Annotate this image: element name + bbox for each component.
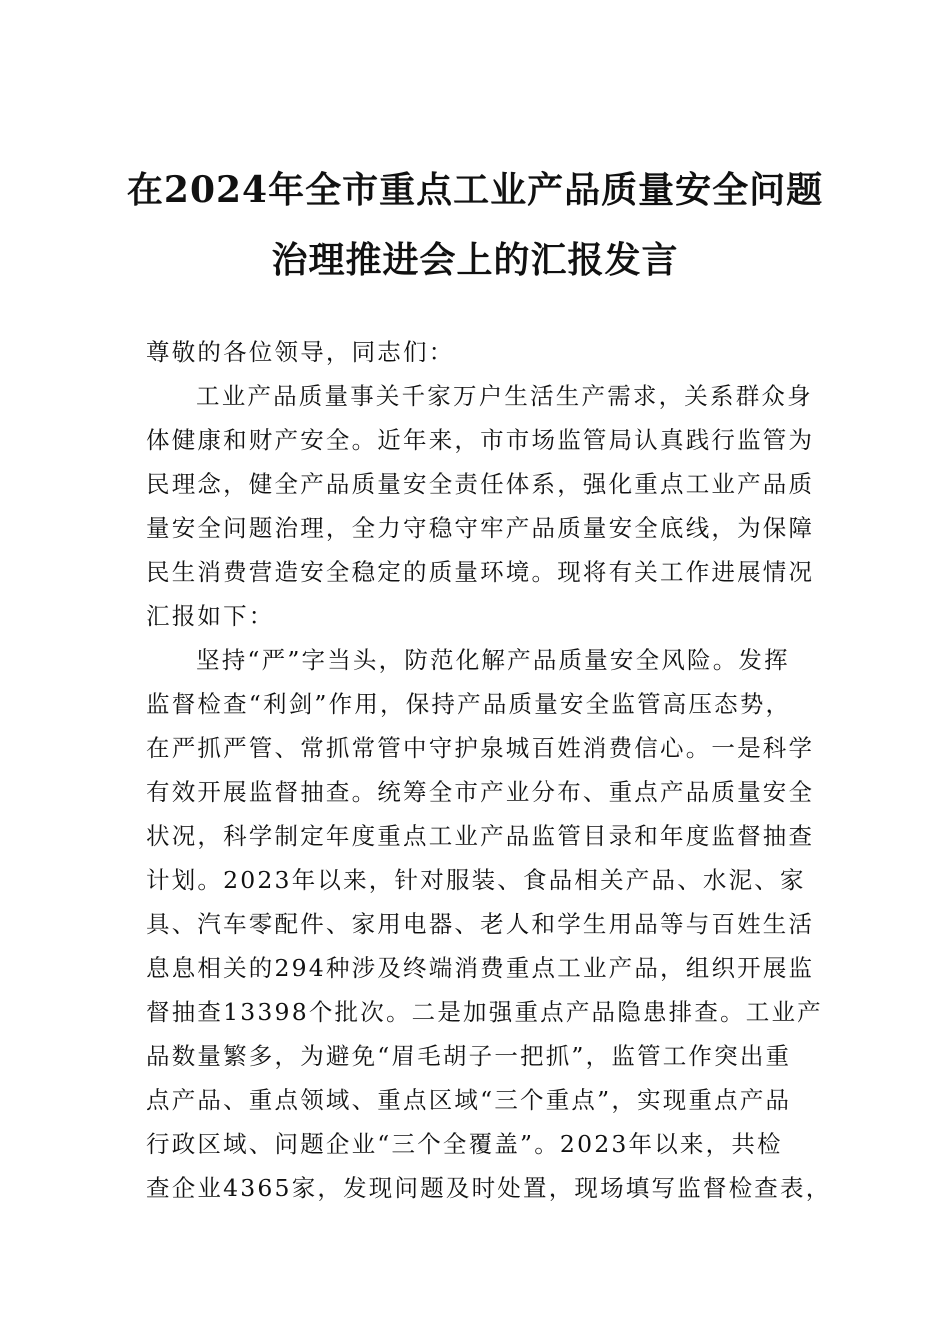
document-title-line-1: 在2024年全市重点工业产品质量安全问题 (126, 169, 824, 211)
paragraph-2-line-3: 在严抓严管、常抓常管中守护泉城百姓消费信心。一是科学 (146, 734, 815, 762)
paragraph-2-line-4: 有效开展监督抽查。统筹全市产业分布、重点产品质量安全 (146, 778, 815, 806)
paragraph-1-line-6: 汇报如下： (146, 602, 275, 630)
paragraph-2-line-2: 监督检查“利剑”作用，保持产品质量安全监管高压态势， (146, 690, 792, 718)
paragraph-2-line-1: 坚持“严”字当头，防范化解产品质量安全风险。发挥 (196, 646, 790, 674)
paragraph-1-line-2: 体健康和财产安全。近年来，市市场监管局认真践行监管为 (146, 426, 815, 454)
paragraph-2-line-8: 息息相关的294种涉及终端消费重点工业产品，组织开展监 (146, 954, 815, 982)
paragraph-2-line-12: 行政区域、问题企业“三个全覆盖”。2023年以来，共检 (146, 1130, 783, 1158)
paragraph-1-line-5: 民生消费营造安全稳定的质量环境。现将有关工作进展情况 (146, 558, 815, 586)
paragraph-2-line-13: 查企业4365家，发现问题及时处置，现场填写监督检查表， (146, 1174, 832, 1202)
document-title-line-2: 治理推进会上的汇报发言 (271, 239, 679, 281)
paragraph-2-line-5: 状况，科学制定年度重点工业产品监管目录和年度监督抽查 (146, 822, 815, 850)
paragraph-1-line-4: 量安全问题治理，全力守稳守牢产品质量安全底线，为保障 (146, 514, 815, 542)
paragraph-2-line-11: 点产品、重点领域、重点区域“三个重点”，实现重点产品 (146, 1086, 792, 1114)
paragraph-2-line-7: 具、汽车零配件、家用电器、老人和学生用品等与百姓生活 (146, 910, 815, 938)
paragraph-2-line-9: 督抽查13398个批次。二是加强重点产品隐患排查。工业产 (146, 998, 823, 1026)
paragraph-2-line-10: 品数量繁多，为避免“眉毛胡子一把抓”，监管工作突出重 (146, 1042, 792, 1070)
paragraph-1-line-1: 工业产品质量事关千家万户生活生产需求，关系群众身 (196, 382, 813, 410)
salutation: 尊敬的各位领导，同志们： (146, 338, 455, 366)
paragraph-1-line-3: 民理念，健全产品质量安全责任体系，强化重点工业产品质 (146, 470, 815, 498)
paragraph-2-line-6: 计划。2023年以来，针对服装、食品相关产品、水泥、家 (146, 866, 806, 894)
